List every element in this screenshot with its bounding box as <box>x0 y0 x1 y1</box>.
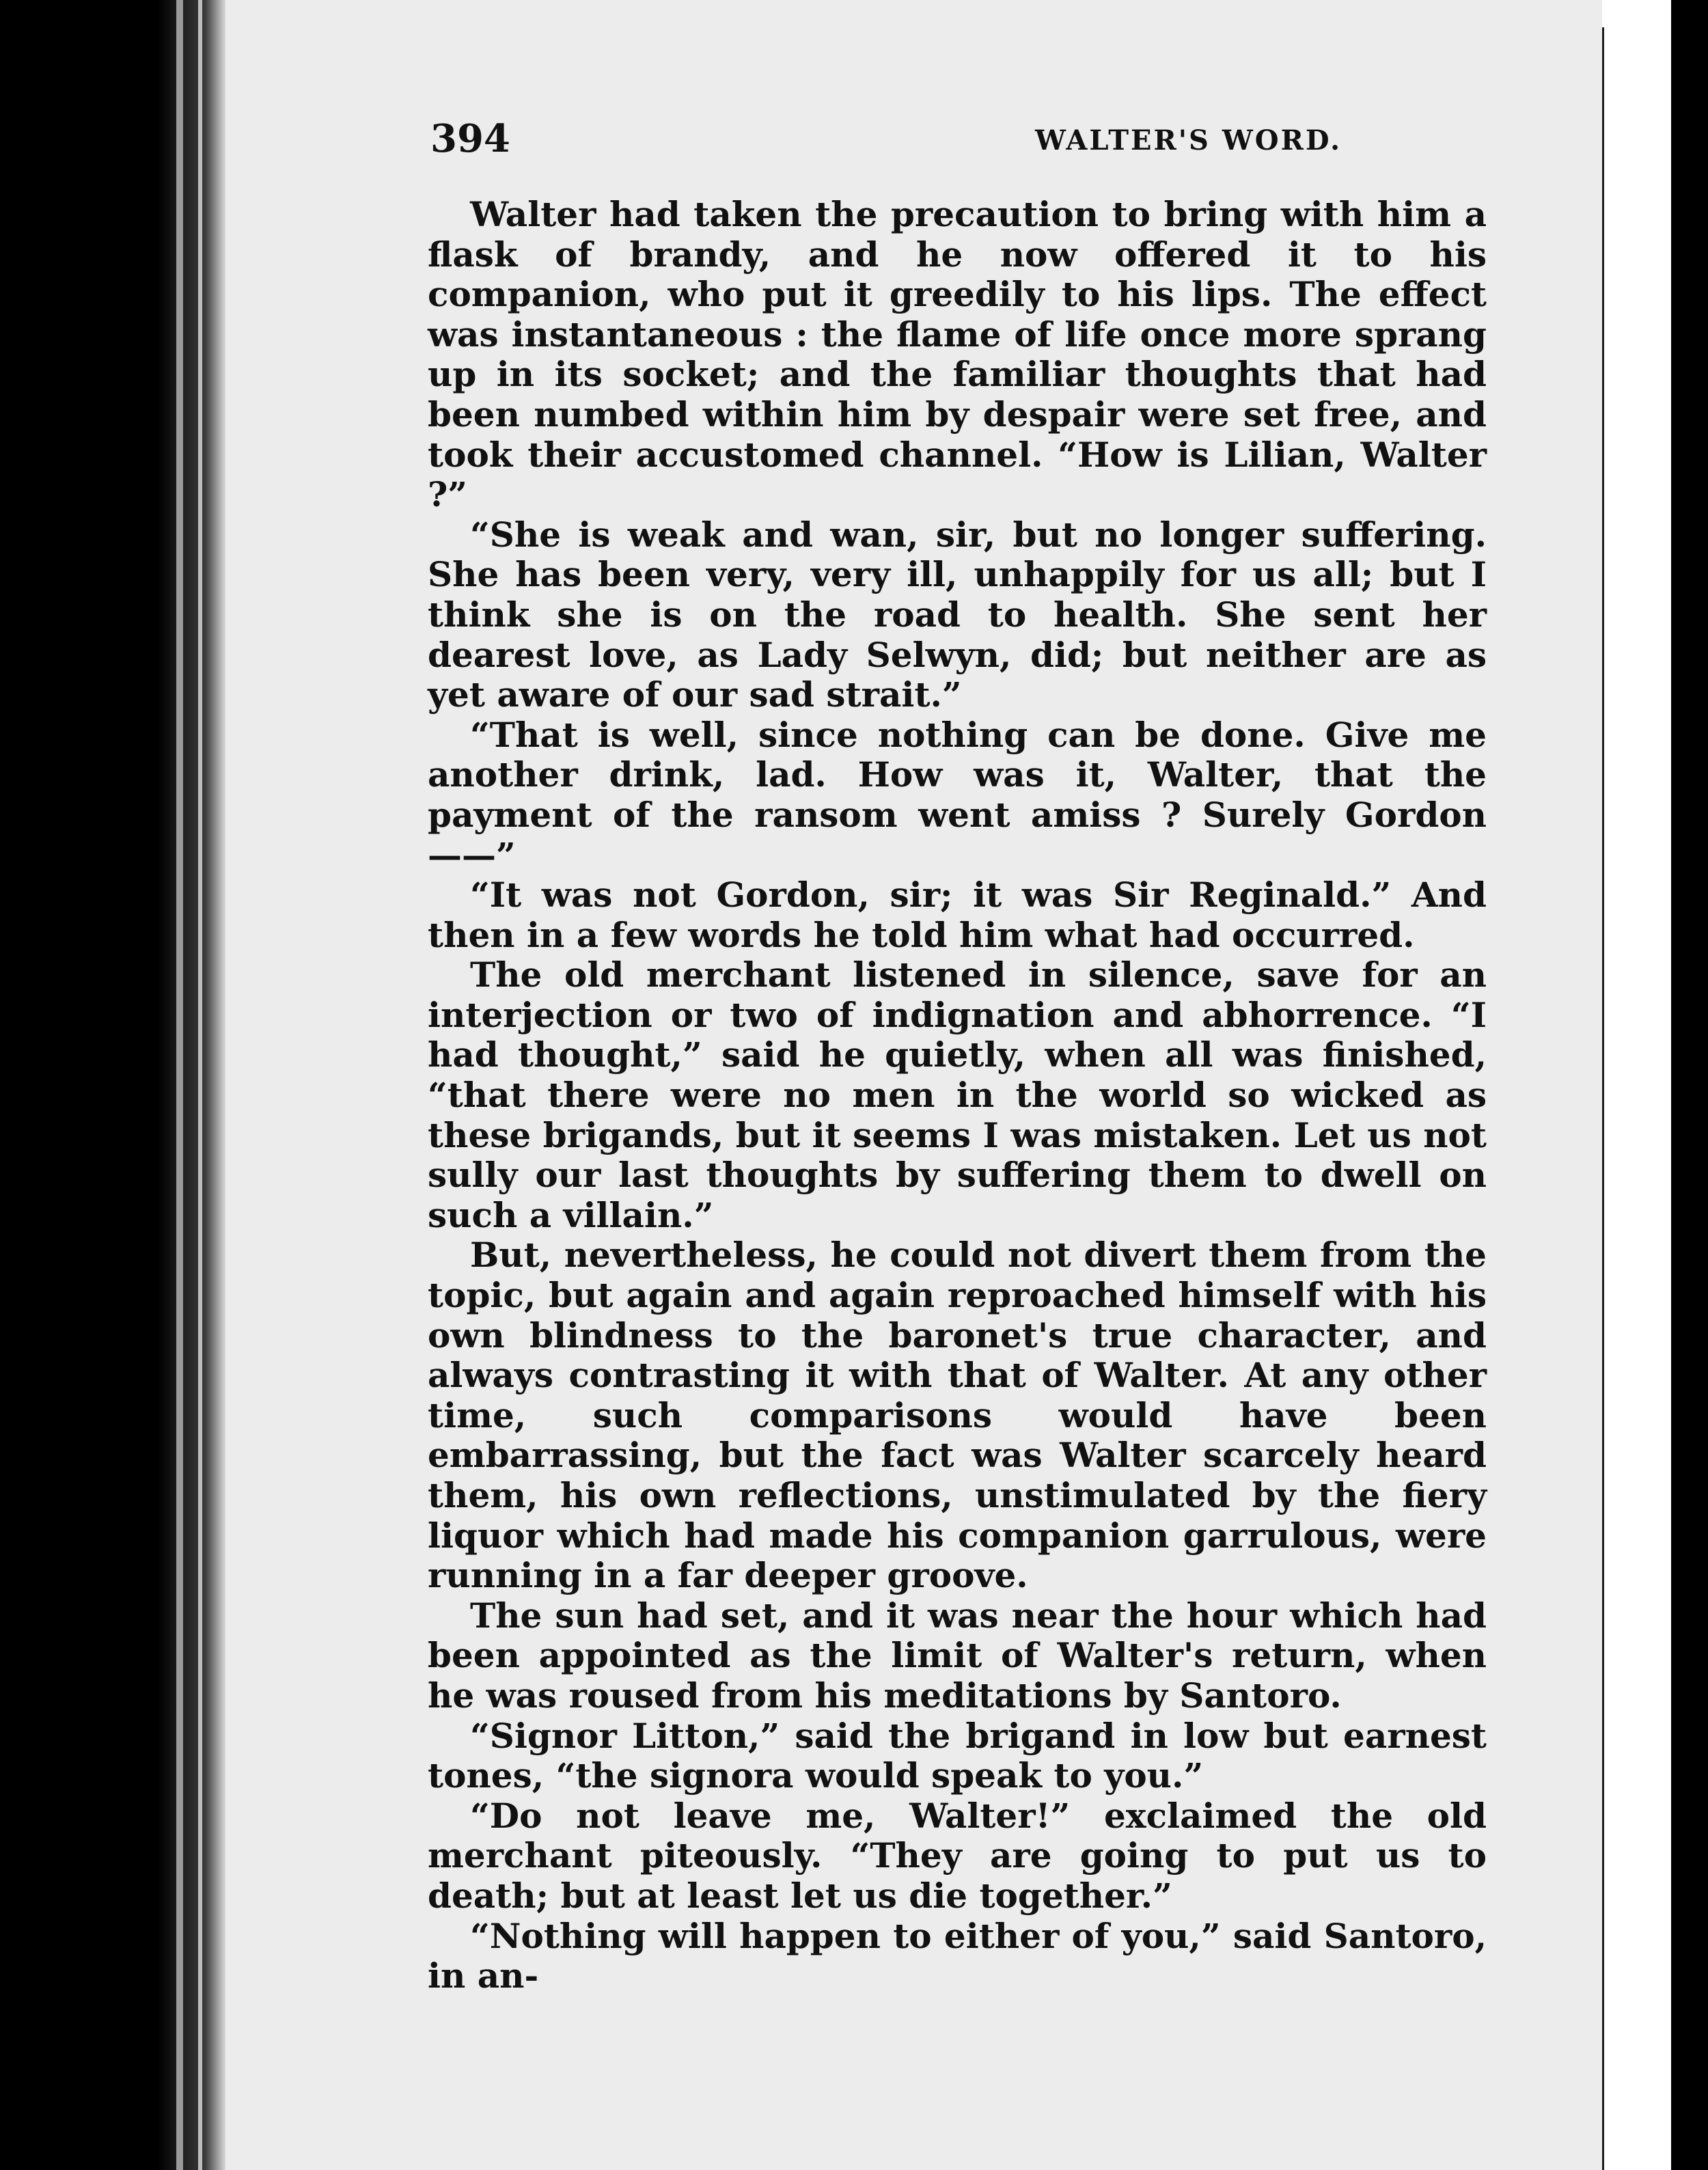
paragraph: Walter had taken the precaution to bring with him a flask of brandy, and he now offered it to his companion, who put it greedily to his lips. The effect was instantaneous : the flame of life once more sprang up in its socket; and the familiar thoughts that had been numbed within him by despair were set free, and took their accustomed channel. “How is Lilian, Walter ?” <box>428 194 1487 515</box>
paragraph: “Do not leave me, Walter!” exclaimed the old merchant piteously. “They are going to put us to death; but at least let us die together.” <box>428 1795 1487 1916</box>
paragraph: “She is weak and wan, sir, but no longer suffering. She has been very, very ill, unhappily for us all; but I think she is on the road to health. She sent her dearest love, as Lady Selwyn, did; but neither are as yet aware of our sad strait.” <box>428 514 1487 715</box>
page-edge-rule <box>1602 27 1604 2170</box>
paragraph: The sun had set, and it was near the hour which had been appointed as the limit of Walter's return, when he was roused from his meditations by Santoro. <box>428 1595 1487 1716</box>
running-title: WALTER'S WORD. <box>1035 124 1342 156</box>
scan-border-right <box>1671 0 1708 2170</box>
paragraph: “It was not Gordon, sir; it was Sir Reginald.” And then in a few words he told him what had occurred. <box>428 875 1487 955</box>
paragraph: But, nevertheless, he could not divert them from the topic, but again and again reproached himself with his own blindness to the baronet's true character, and always contrasting it with that of Walter. At any other time, such comparisons would have been embarrassing, but the fact was Walter scarcely heard them, his own reflections, unstimulated by the fiery liquor which had made his companion garrulous, were running in a far deeper groove. <box>428 1235 1487 1596</box>
scan-speck <box>49 281 59 291</box>
paragraph: “Nothing will happen to either of you,” said Santoro, in an- <box>428 1915 1487 1996</box>
paragraph: “Signor Litton,” said the brigand in low but earnest tones, “the signora would speak to you.” <box>428 1715 1487 1796</box>
running-head <box>430 116 1708 164</box>
body-text <box>428 195 1487 1996</box>
paragraph: The old merchant listened in silence, save for an interjection or two of indignation and abhorrence. “I had thought,” said he quietly, when all was finished, “that there were no men in the world so wicked as these brigands, but it seems I was mistaken. Let us not sully our last thoughts by suffering them to dwell on such a villain.” <box>428 954 1487 1235</box>
page-number: 394 <box>430 116 510 161</box>
scan-border-left <box>0 0 225 2170</box>
paragraph: “That is well, since nothing can be done. Give me another drink, lad. How was it, Walter, that the payment of the ransom went amiss ? Surely Gordon ——” <box>428 714 1487 875</box>
